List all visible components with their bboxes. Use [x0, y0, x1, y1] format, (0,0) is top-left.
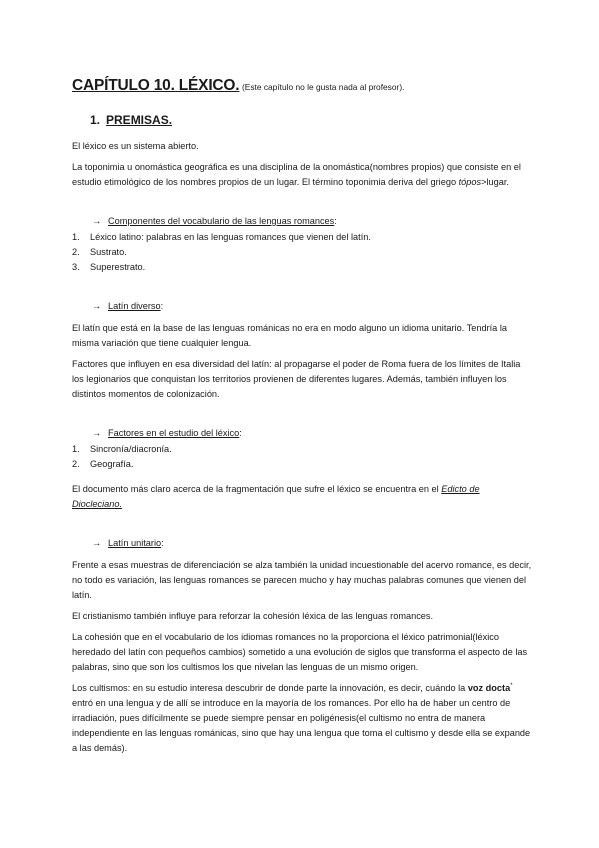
chapter-title: CAPÍTULO 10. LÉXICO.: [72, 77, 240, 94]
section-heading-premisas: [90, 111, 532, 129]
subheading-componentes: → Componentes del vocabulario de las lenguas romances:: [92, 214, 532, 229]
term-edicto: Edicto de Diocleciano.: [72, 484, 480, 509]
list-item: 3. Superestrato.: [72, 262, 146, 272]
arrow-right-icon: →: [92, 301, 102, 311]
document-body: [72, 76, 532, 762]
chapter-note: (Este capítulo no le gusta nada al profesor).: [241, 82, 405, 92]
paragraph-latin-diverso-1: El latín que está en la base de las lenguas románicas no era en modo alguno un idioma unitario. Tendría la misma variación que tiene cualquier lengua.: [72, 323, 507, 348]
arrow-right-icon: →: [92, 428, 102, 438]
chapter-heading: [72, 76, 532, 97]
subheading-factores: → Factores en el estudio del léxico:: [92, 426, 532, 441]
arrow-right-icon: →: [92, 216, 102, 226]
subheading-latin-unitario: → Latín unitario:: [92, 536, 532, 551]
paragraph-edicto: El documento más claro acerca de la fragmentación que sufre el léxico se encuentra en el Edicto de Diocleciano.: [72, 484, 480, 509]
section-number: 1.: [90, 113, 101, 127]
term-topos: tópos: [458, 177, 482, 187]
paragraph-latin-unitario-2: El cristianismo también influye para reforzar la cohesión léxica de las lenguas romances.: [72, 611, 434, 621]
list-item: 1. Sincronía/diacronía.: [72, 444, 172, 454]
list-item: 2. Sustrato.: [72, 247, 127, 257]
footnote-marker: *: [510, 682, 513, 689]
arrow-right-icon: →: [92, 538, 102, 548]
section-title: PREMISAS.: [106, 113, 173, 127]
list-factores: [72, 442, 532, 472]
paragraph-toponimia: La toponimia u onomástica geográfica es una disciplina de la onomástica(nombres propios) que consiste en el estudio etimológico de los nombres propios de un lugar. El término toponimia deriva del griego tópos>lugar.: [72, 162, 521, 187]
term-voz-docta: voz docta: [467, 683, 511, 693]
paragraph-lexico-abierto: El léxico es un sistema abierto.: [72, 141, 199, 151]
paragraph-latin-unitario-1: Frente a esas muestras de diferenciación se alza también la unidad incuestionable del acervo romance, es decir, no todo es variación, las lenguas romances se parecen mucho y hay muchas palabras comunes que vienen del latín.: [72, 560, 532, 600]
list-item: 1. Léxico latino: palabras en las lenguas romances que vienen del latín.: [72, 232, 371, 242]
list-componentes: [72, 230, 532, 275]
subheading-latin-diverso: → Latín diverso:: [92, 299, 532, 314]
paragraph-latin-diverso-2: Factores que influyen en esa diversidad del latín: al propagarse el poder de Roma fuera de los límites de Italia los legionarios que conquistan los territorios provienen de diferentes lugares. Además, también influyen los distintos momentos de colonización.: [72, 359, 521, 399]
list-item: 2. Geografía.: [72, 459, 134, 469]
paragraph-cultismos: Los cultismos: en su estudio interesa descubrir de donde parte la innovación, es decir, cuándo la voz docta* entró en una lengua y de allí se introduce en la mayoría de los romances. Por ello ha de haber un centro de irradiación, pues difícilmente se puede siempre pensar en poligénesis(el cultismo no entra de manera independiente en las lenguas románicas, sino que hay una lengua que toma el cultismo y desde ella se expande a las demás).: [72, 682, 531, 753]
paragraph-latin-unitario-3: La cohesión que en el vocabulario de los idiomas romances no la proporciona el léxico patrimonial(léxico heredado del latín con pequeños cambios) sometido a una evolución de siglos que transforma el aspecto de las palabras, sino que son los cultismos los que nivelan las lenguas de un mismo origen.: [72, 632, 528, 672]
